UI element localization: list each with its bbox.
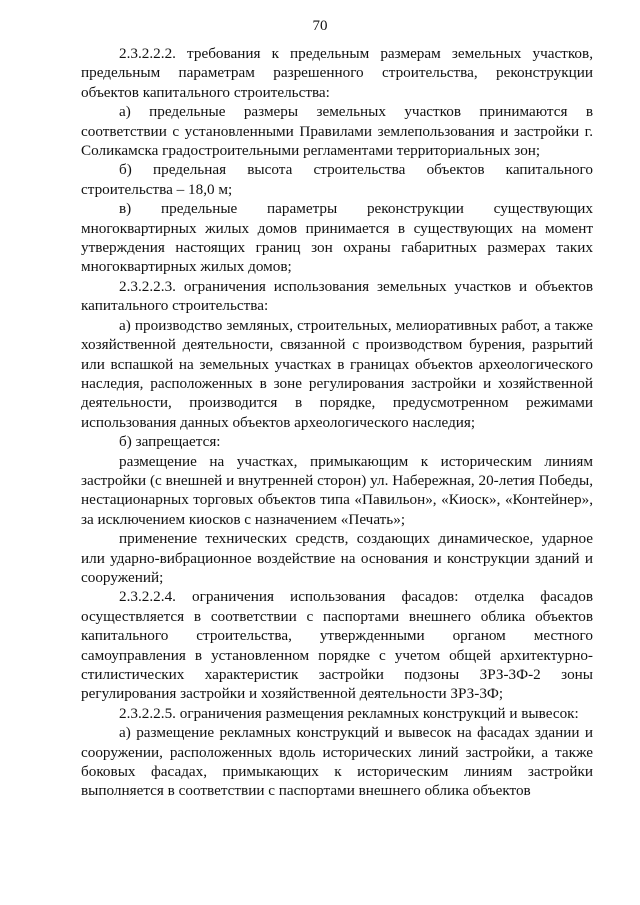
document-body [81,44,593,801]
paragraph-2-3-2-2-4: 2.3.2.2.4. ограничения использования фасадов: отделка фасадов осуществляется в соответствии с паспортами внешнего облика объектов капитального строительства, утвержденными органом местного самоуправления в установленном порядке с учетом общей архитектурно-стилистических характеристик застройки подзоны ЗРЗ-3Ф-2 зоны регулирования застройки и хозяйственной деятельности ЗРЗ-3Ф; [81,588,593,703]
paragraph-2-3-2-2-3: 2.3.2.2.3. ограничения использования земельных участков и объектов капитального строительства: [81,277,593,315]
paragraph-item-b-prohibited: б) запрещается: [119,433,221,451]
paragraph-item-v-reconstruction-params: в) предельные параметры реконструкции существующих многоквартирных жилых домов принимается в существующих на момент утверждения настоящих границ зон охраны габаритных размерах таких многоквартирных жилых домов; [81,200,593,276]
paragraph-technical-means: применение технических средств, создающих динамическое, ударное или ударно-вибрационное воздействие на основания и конструкции зданий и сооружений; [81,530,593,586]
paragraph-item-a-earthworks: а) производство земляных, строительных, мелиоративных работ, а также хозяйственной деятельности, связанной с производством бурения, разрытий или вспашкой на земельных участках в границах объектов археологического наследия, расположенных в зоне регулирования застройки и хозяйственной деятельности, производится в порядке, предусмотренном режимами использования данных объектов археологического наследия; [81,316,593,431]
paragraph-2-3-2-2-5: 2.3.2.2.5. ограничения размещения рекламных конструкций и вывесок: [119,704,579,722]
paragraph-item-a-advertising: а) размещение рекламных конструкций и вывесок на фасадах здании и сооружении, расположенных вдоль исторических линий застройки, а также боковых фасадах, примыкающих к историческим линиям застройки выполняется в соответствии с паспортами внешнего облика объектов [81,724,593,800]
paragraph-2-3-2-2-2: 2.3.2.2.2. требования к предельным размерам земельных участков, предельным параметрам разрешенного строительства, реконструкции объектов капитального строительства: [81,45,593,101]
paragraph-kiosk-placement: размещение на участках, примыкающим к историческим линиям застройки (с внешней и внутренней сторон) ул. Набережная, 20-летия Победы, нестационарных торговых объектов типа «Павильон», «Киоск», «Контейнер», за исключением киосков с назначением «Печать»; [81,452,593,528]
paragraph-item-a-land-plot-sizes: а) предельные размеры земельных участков принимаются в соответствии с установленными Правилами землепользования и застройки г. Соликамска градостроительными регламентами территориальных зон; [81,103,593,160]
page-number: 70 [312,18,328,34]
paragraph-item-b-max-height: б) предельная высота строительства объектов капитального строительства – 18,0 м; [81,161,593,198]
